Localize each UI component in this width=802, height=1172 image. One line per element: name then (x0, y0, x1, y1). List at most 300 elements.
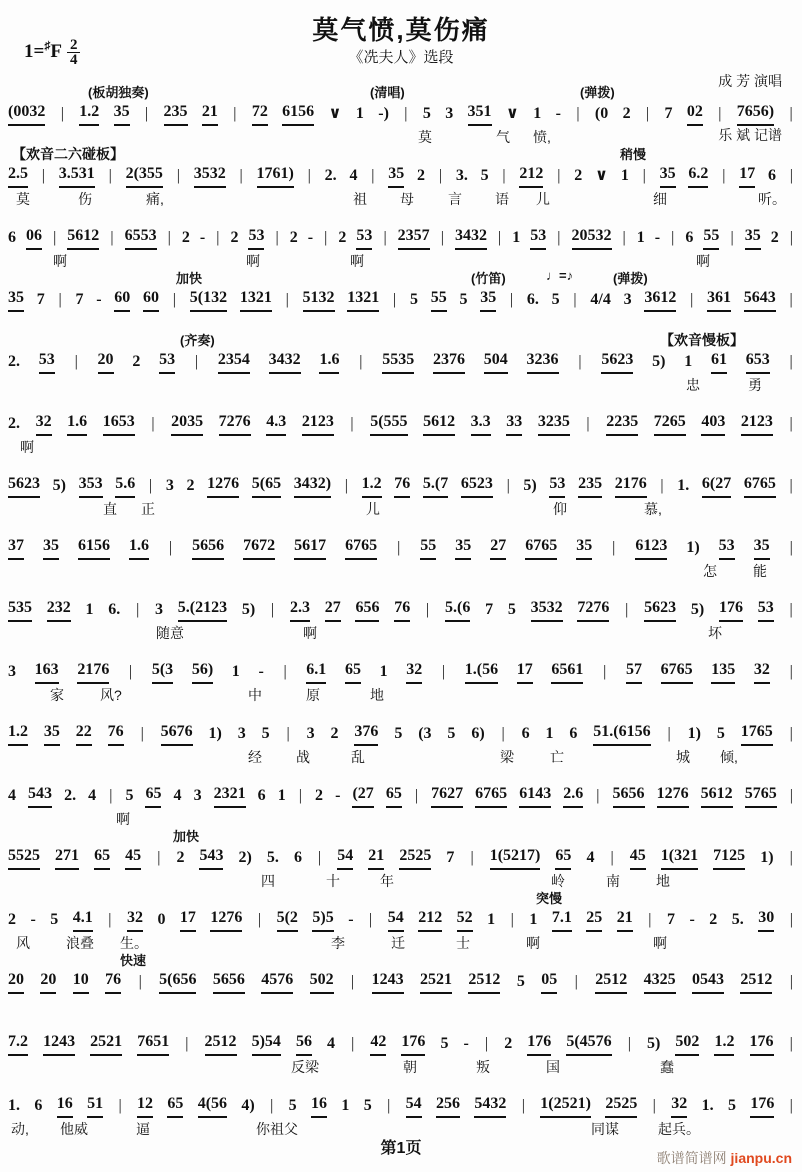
barline: | (298, 787, 302, 804)
note-group: 4576 (261, 968, 293, 994)
note-group: 57 (626, 658, 642, 684)
note-group: 35 (745, 224, 761, 250)
lyric-syllable: 风 (16, 935, 30, 951)
barline: | (397, 539, 401, 556)
annotation-row (8, 82, 794, 100)
note-group: 3532 (531, 596, 563, 622)
barline: | (270, 1097, 274, 1114)
note-group: 72 (252, 100, 268, 126)
note-group: 65 (145, 782, 161, 808)
note-group: 2 (186, 477, 195, 494)
music-system (0, 392, 802, 454)
key-prefix: 1= (24, 40, 45, 62)
note-group: 3 (8, 663, 16, 680)
barline: | (440, 229, 444, 246)
note-group: 5(3 (152, 658, 173, 684)
score-subtitle: 《冼夫人》选段 (348, 49, 454, 66)
note-group: 6.1 (306, 658, 326, 684)
annotation-row (8, 826, 794, 844)
lyric-syllable: 蠢 (660, 1059, 674, 1075)
barline: | (324, 229, 328, 246)
note-group: 1 (85, 601, 94, 618)
note-group: 256 (436, 1092, 460, 1118)
note-group: 5. (266, 849, 279, 866)
note-group: 1 (487, 911, 496, 928)
barline: | (438, 167, 443, 184)
note-group: 1321 (347, 286, 379, 312)
note-group: 5 (261, 725, 270, 742)
lyric-syllable: 亡 (550, 749, 564, 765)
note-group: 5525 (8, 844, 40, 870)
note-group: 76 (105, 968, 121, 994)
lyric-syllable: 战 (296, 749, 310, 765)
barline: | (789, 291, 793, 308)
lyric-syllable: 南 (606, 873, 620, 889)
note-group: 1. (677, 477, 690, 494)
note-group: 6 (768, 167, 776, 184)
music-system (0, 1074, 802, 1136)
note-group: 54 (388, 906, 404, 932)
barline: | (789, 725, 793, 742)
note-group: 1 (379, 663, 388, 680)
note-group: 5612 (67, 224, 99, 250)
note-group: 2 (574, 167, 583, 184)
note-group: 5676 (161, 720, 193, 746)
note-group: 35 (114, 100, 130, 126)
note-group: 5)5 (312, 906, 333, 932)
note-group: 35 (576, 534, 592, 560)
lyric-syllable: 生。 (120, 935, 148, 951)
note-group: 35 (754, 534, 770, 560)
note-group: 5(65 (252, 472, 281, 498)
barline: | (110, 229, 114, 246)
note-group: 16 (311, 1092, 327, 1118)
lyric-syllable: 痛, (146, 191, 164, 207)
notation-line (8, 655, 794, 684)
lyrics-row (8, 746, 794, 764)
annotation-row (8, 578, 794, 593)
note-group: - (348, 911, 354, 928)
note-group: - (30, 911, 36, 928)
barline: | (194, 353, 199, 370)
note-group: 543 (28, 782, 52, 808)
note-group: 76 (108, 720, 124, 746)
note-group: 4 (8, 787, 16, 804)
note-group: 5 (480, 167, 489, 184)
note-group: 2512 (595, 968, 627, 994)
note-group: 5 (507, 601, 516, 618)
notation-line (8, 469, 794, 498)
music-system (0, 640, 802, 702)
barline: | (108, 911, 112, 928)
note-group: 361 (707, 286, 731, 312)
note-group: 45 (125, 844, 141, 870)
note-group: 3235 (538, 410, 570, 436)
note-group: 3 (445, 105, 454, 122)
note-group: 2 (330, 725, 339, 742)
note-group: 1 (620, 167, 629, 184)
note-group: 3. (455, 167, 468, 184)
barline: | (414, 787, 419, 804)
lyric-syllable: 啊 (246, 253, 260, 269)
barline: | (109, 787, 113, 804)
barline: | (74, 353, 78, 370)
note-group: 65 (94, 844, 110, 870)
note-group: 2 (176, 849, 185, 866)
lyric-syllable: 年 (380, 873, 394, 889)
note-group: 1761) (257, 162, 294, 188)
barline: | (426, 601, 430, 618)
lyric-syllable: 啊 (20, 439, 34, 455)
note-group: 35 (660, 162, 676, 188)
note-group: 5) (690, 601, 705, 618)
barline: | (359, 353, 363, 370)
lyrics-row (8, 560, 794, 578)
notation-line (8, 283, 794, 312)
note-group: 7 (664, 105, 673, 122)
note-group: 5 (363, 1097, 372, 1114)
barline: | (789, 539, 793, 556)
note-group: 20532 (572, 224, 612, 250)
lyric-syllable: 浪叠 (66, 935, 94, 951)
note-group: 5.(7 (423, 472, 448, 498)
note-group: 5 (409, 291, 418, 308)
note-group: 32 (127, 906, 143, 932)
note-group: 33 (506, 410, 522, 436)
note-group: 4(56 (198, 1092, 227, 1118)
tempo-annotation: (弹拨) (580, 85, 615, 100)
note-group: 2176 (77, 658, 109, 684)
barline: | (148, 477, 153, 494)
note-group: 3612 (644, 286, 676, 312)
barline: | (286, 725, 290, 742)
note-group: - (258, 663, 264, 680)
note-group: 65 (345, 658, 361, 684)
barline: | (576, 105, 580, 122)
note-group: 3432) (294, 472, 331, 498)
lyrics-row (8, 1056, 794, 1074)
barline: | (622, 229, 626, 246)
lyric-syllable: 随意 (156, 625, 184, 641)
note-group: 6523 (461, 472, 493, 498)
note-group: 1765 (741, 720, 773, 746)
note-group: 7276 (219, 410, 251, 436)
annotation-row (8, 1074, 794, 1089)
lyric-syllable: 倾, (720, 749, 738, 765)
note-group: 2 (770, 229, 779, 246)
note-group: 351 (468, 100, 492, 126)
note-group: 271 (55, 844, 79, 870)
barline: | (789, 229, 793, 246)
note-group: 5623 (8, 472, 40, 498)
note-group: 20 (40, 968, 56, 994)
note-group: 35 (455, 534, 471, 560)
barline: | (789, 973, 793, 990)
barline: | (627, 1035, 631, 1052)
lyric-syllable: 仰 (553, 501, 567, 517)
note-group: 5)54 (252, 1030, 281, 1056)
lyrics-row (8, 622, 794, 640)
lyric-syllable: 国 (546, 1059, 560, 1075)
tempo-annotation: 加快 (173, 829, 200, 844)
performer-credit: 成 芳 演唱 (718, 73, 782, 89)
tempo-annotation: 突慢 (536, 891, 563, 906)
lyric-syllable: 同谋 (591, 1121, 619, 1137)
annotation-row (8, 330, 794, 348)
lyric-syllable: 慕, (644, 501, 662, 517)
notation-line (8, 717, 794, 746)
note-group: 3 (165, 477, 174, 494)
note-group: 2 (338, 229, 347, 246)
note-group: 6765 (744, 472, 776, 498)
note-group: 2521 (90, 1030, 122, 1056)
note-group: 1.6 (129, 534, 149, 560)
watermark-site-name: 歌谱简谱网 (656, 1150, 727, 1166)
note-group: 2354 (218, 348, 250, 374)
note-group: 1.2 (8, 720, 28, 746)
annotation-row (8, 950, 794, 968)
note-group: 1(5217) (490, 844, 541, 870)
note-group: 5.6 (115, 472, 135, 498)
note-group: 35 (480, 286, 496, 312)
note-group: 56) (192, 658, 213, 684)
note-group: 7.1 (552, 906, 572, 932)
note-group: - (335, 787, 341, 804)
note-group: 53 (159, 348, 175, 374)
note-group: 76 (394, 472, 410, 498)
barline: | (307, 167, 311, 184)
note-group: 35 (44, 720, 60, 746)
note-group: 5(555 (370, 410, 407, 436)
note-group: 502 (675, 1030, 699, 1056)
lyric-syllable: 勇 (748, 377, 762, 393)
note-group: 3 (306, 725, 315, 742)
barline: | (185, 1035, 189, 1052)
note-group: 5) (646, 1035, 661, 1052)
barline: | (157, 849, 161, 866)
note-group: 2. (8, 415, 20, 432)
note-group: 22 (76, 720, 92, 746)
barline: | (789, 911, 793, 928)
lyric-syllable: 言 (448, 191, 462, 207)
note-group: 2 (289, 229, 298, 246)
note-group: 176 (401, 1030, 425, 1056)
barline: | (789, 1097, 793, 1114)
note-group: 1276 (657, 782, 689, 808)
note-group: 53 (248, 224, 264, 250)
barline: | (789, 105, 793, 122)
note-group: 212 (519, 162, 543, 188)
barline: | (151, 415, 155, 432)
barline: | (176, 167, 180, 184)
note-group: 5612 (423, 410, 455, 436)
notation-line (8, 407, 794, 436)
barline: | (501, 725, 505, 742)
note-group: 65 (555, 844, 571, 870)
music-system (0, 516, 802, 578)
note-group: 7651 (137, 1030, 169, 1056)
note-group: 17 (739, 162, 755, 188)
barline: | (789, 167, 793, 184)
note-group: 30 (758, 906, 774, 932)
tempo-annotation: 加快 (176, 271, 203, 286)
note-group: 6. (526, 291, 539, 308)
note-group: 3 (155, 601, 164, 618)
note-group: 1(2521) (540, 1092, 591, 1118)
note-group: 4 (327, 1035, 336, 1052)
note-group: 1 (341, 1097, 350, 1114)
note-group: 135 (711, 658, 735, 684)
barline: | (509, 291, 514, 308)
music-system (0, 268, 802, 330)
lyrics-row (8, 250, 794, 268)
barline: | (610, 849, 614, 866)
note-group: 176 (527, 1030, 551, 1056)
barline: | (275, 229, 279, 246)
note-group: 6(27 (702, 472, 731, 498)
note-group: 2(355 (126, 162, 163, 188)
barline: | (506, 477, 510, 494)
lyric-syllable: 原 (306, 687, 320, 703)
note-group: 7265 (654, 410, 686, 436)
note-group: 7656) (737, 100, 774, 126)
note-group: 653 (746, 348, 770, 374)
note-group: 7276 (577, 596, 609, 622)
note-group: 502 (310, 968, 334, 994)
lyric-syllable: 细 (653, 191, 667, 207)
tempo-annotation: ♩=♪ (546, 268, 574, 283)
note-group: 5(4576 (566, 1030, 611, 1056)
annotation-row (8, 144, 794, 162)
lyric-syllable: 怎 (703, 563, 717, 579)
tempo-annotation: 快速 (120, 953, 147, 968)
barline: | (369, 911, 373, 928)
note-group: 2 (709, 911, 718, 928)
lyric-syllable: 家 (50, 687, 64, 703)
barline: | (285, 291, 289, 308)
note-group: 2 (622, 105, 631, 122)
note-group: 6 (257, 787, 266, 804)
note-group: 45 (630, 844, 646, 870)
tempo-annotation: (板胡独奏) (88, 85, 149, 100)
barline: | (350, 415, 354, 432)
note-group: 7125 (713, 844, 745, 870)
note-group: 6561 (551, 658, 583, 684)
lyric-syllable: 听。 (758, 191, 786, 207)
notation-line (8, 221, 794, 250)
note-group: 7672 (243, 534, 275, 560)
note-group: 55 (431, 286, 447, 312)
note-group: 54 (337, 844, 353, 870)
note-group: 5535 (382, 348, 414, 374)
lyric-syllable: 中 (248, 687, 262, 703)
note-group: ∨ (595, 167, 609, 184)
notation-line (8, 531, 794, 560)
lyrics-row (8, 1118, 794, 1136)
note-group: 1.2 (362, 472, 382, 498)
annotation-row (8, 702, 794, 717)
note-group: 3432 (455, 224, 487, 250)
note-group: 51 (87, 1092, 103, 1118)
music-system (0, 578, 802, 640)
note-group: 5 (125, 787, 134, 804)
lyrics-row (8, 312, 794, 330)
note-group: 53 (356, 224, 372, 250)
meter-denominator: 4 (69, 52, 78, 68)
note-group: 6765 (661, 658, 693, 684)
barline: | (586, 415, 590, 432)
note-group: 6. (108, 601, 121, 618)
note-group: 4/4 (590, 291, 611, 308)
note-group: 5432 (474, 1092, 506, 1118)
lyric-syllable: 母 (400, 191, 414, 207)
lyric-syllable: 忠 (686, 377, 700, 393)
note-group: 21 (202, 100, 218, 126)
key-note: F (50, 40, 62, 62)
barline: | (557, 167, 561, 184)
note-group: 3236 (527, 348, 559, 374)
music-system (0, 702, 802, 764)
lyric-syllable: 直 (103, 501, 117, 517)
note-group: 32 (671, 1092, 687, 1118)
lyric-syllable: 逼 (136, 1121, 150, 1137)
lyric-syllable: 祖 (353, 191, 367, 207)
note-group: 5656 (213, 968, 245, 994)
note-group: 5643 (744, 286, 776, 312)
note-group: - (463, 1035, 469, 1052)
barline: | (625, 601, 629, 618)
note-group: 1653 (103, 410, 135, 436)
lyric-syllable: 语 (495, 191, 509, 207)
lyric-syllable: 地 (370, 687, 384, 703)
note-group: ∨ (505, 105, 519, 122)
note-group: 35 (8, 286, 24, 312)
watermark-domain-link[interactable]: jianpu.cn (730, 1150, 792, 1166)
note-group: 60 (114, 286, 130, 312)
note-group: 7 (446, 849, 455, 866)
note-group: 4.3 (266, 410, 286, 436)
lyric-syllable: 起兵。 (658, 1121, 700, 1137)
barline: | (789, 849, 793, 866)
lyric-syllable: 他威 (60, 1121, 88, 1137)
note-group: 4 (173, 787, 182, 804)
barline: | (118, 1097, 122, 1114)
lyric-syllable: 啊 (653, 935, 667, 951)
note-group: 6 (34, 1097, 43, 1114)
barline: | (60, 105, 64, 122)
note-group: 5 (516, 973, 525, 990)
note-group: 6 (685, 229, 694, 246)
lyrics-row (8, 932, 794, 950)
note-group: -) (378, 105, 389, 122)
note-group: 32 (406, 658, 422, 684)
note-group: 05 (541, 968, 557, 994)
note-group: 55 (420, 534, 436, 560)
note-group: 1 (231, 663, 240, 680)
barline: | (789, 415, 793, 432)
meter-numerator: 2 (67, 38, 81, 53)
note-group: 5 (727, 1097, 736, 1114)
note-group: 403 (701, 410, 725, 436)
lyrics-row (8, 188, 794, 206)
note-group: 1.6 (319, 348, 339, 374)
note-group: 1.2 (79, 100, 99, 126)
note-group: 2 (315, 787, 324, 804)
note-group: 1 (533, 105, 542, 122)
note-group: 176 (750, 1030, 774, 1056)
barline: | (108, 167, 112, 184)
lyric-syllable: 莫 (418, 129, 432, 145)
